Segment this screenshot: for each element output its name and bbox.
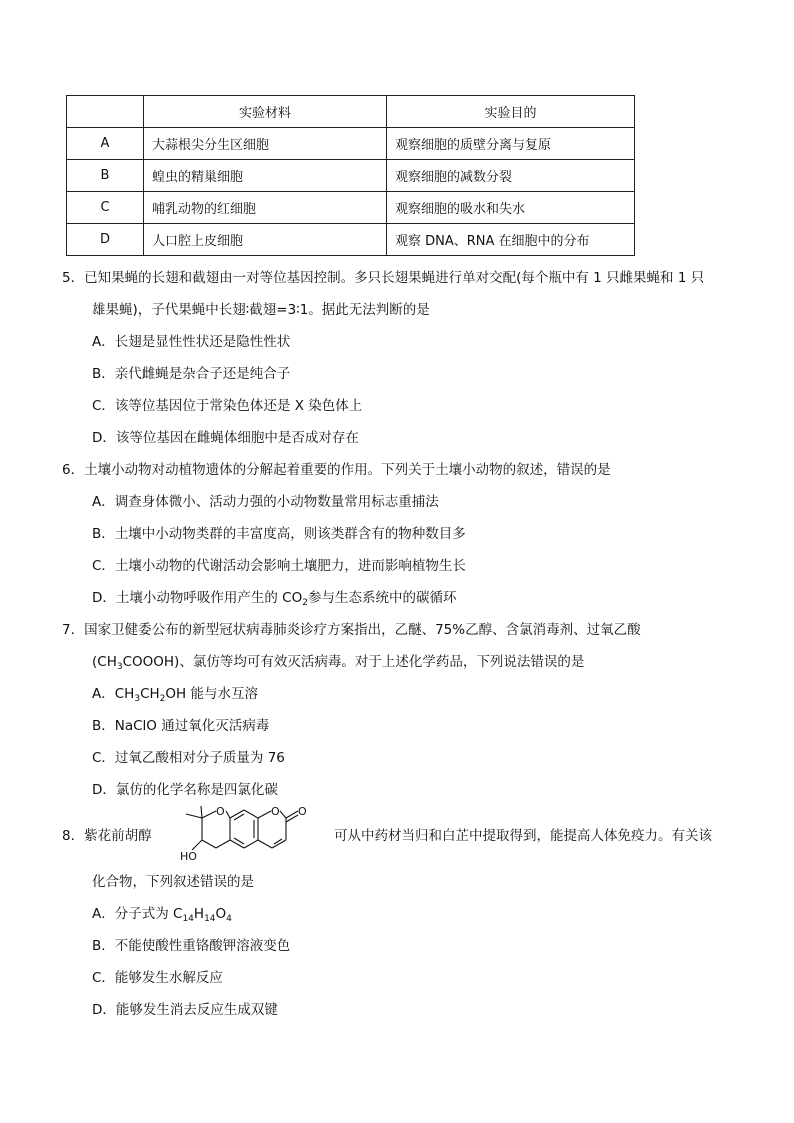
table-header-cell: 实验目的 <box>387 96 635 128</box>
q7-option-d: D．氯仿的化学名称是四氯化碳 <box>92 782 278 798</box>
q6-stem: 6．土壤小动物对动植物遗体的分解起着重要的作用。下列关于土壤小动物的叙述，错误的是 <box>62 462 611 478</box>
q8-a-o: O <box>215 906 227 922</box>
q5-stem-line1: 5．已知果蝇的长翅和截翅由一对等位基因控制。多只长翅果蝇进行单对交配(每个瓶中有 1 只雌果蝇和 1 只 <box>62 270 705 286</box>
mol-lactone-oxygen: O <box>271 806 280 818</box>
q7-a-3: OH 能与水互溶 <box>165 686 258 702</box>
q7-option-a <box>92 682 258 702</box>
q7-formula-a: (CH <box>92 654 117 670</box>
table-row <box>67 224 635 256</box>
q8-a-sub2: 14 <box>204 914 216 924</box>
row-purpose: 观察细胞的吸水和失水 <box>387 192 635 224</box>
row-material: 人口腔上皮细胞 <box>144 224 387 256</box>
q6-d-text: D．土壤小动物呼吸作用产生的 CO <box>92 590 303 606</box>
table-row <box>67 192 635 224</box>
q8-a-h: H <box>193 906 205 922</box>
mol-hydroxyl: HO <box>180 850 197 863</box>
q7-stem-line2 <box>92 650 584 670</box>
q6-option-a: A．调查身体微小、活动力强的小动物数量常用标志重捕法 <box>92 494 439 510</box>
q8-stem-line2: 化合物，下列叙述错误的是 <box>92 874 254 890</box>
q7-stem-line1: 7．国家卫健委公布的新型冠状病毒肺炎诊疗方案指出，乙醚、75%乙醇、含氯消毒剂、过氧乙酸 <box>62 622 641 638</box>
q5-option-d: D．该等位基因在雌蝇体细胞中是否成对存在 <box>92 430 359 446</box>
row-label: B <box>67 160 144 192</box>
q7-a-1: A．CH <box>92 686 135 702</box>
row-label: C <box>67 192 144 224</box>
q6-option-d <box>92 586 456 606</box>
q6-d-sub: 2 <box>302 598 308 608</box>
row-material: 哺乳动物的红细胞 <box>144 192 387 224</box>
q7-a-sub2: 2 <box>159 694 166 704</box>
row-label: A <box>67 128 144 160</box>
q8-a-pre: A．分子式为 C <box>92 906 183 922</box>
q5-option-a: A．长翅是显性性状还是隐性性状 <box>92 334 291 350</box>
q8-option-a <box>92 902 232 922</box>
row-label: D <box>67 224 144 256</box>
table-header-cell: 实验材料 <box>144 96 387 128</box>
q6-d-text-end: 参与生态系统中的碳循环 <box>307 590 457 606</box>
q7-formula-sub: 3 <box>116 662 123 672</box>
experiment-table <box>66 95 635 256</box>
q7-a-sub1: 3 <box>134 694 141 704</box>
mol-ring-oxygen: O <box>216 806 225 818</box>
q8-a-sub1: 14 <box>182 914 194 924</box>
q8-option-c: C．能够发生水解反应 <box>92 970 223 986</box>
table-header-row <box>67 96 635 128</box>
q8-a-sub3: 4 <box>226 914 232 924</box>
table-header-cell <box>67 96 144 128</box>
table-row <box>67 128 635 160</box>
molecule-structure-diagram <box>180 806 336 866</box>
q8-option-d: D．能够发生消去反应生成双键 <box>92 1002 278 1018</box>
q7-stem-rest: COOOH)、氯仿等均可有效灭活病毒。对于上述化学药品，下列说法错误的是 <box>122 654 585 670</box>
q6-option-c: C．土壤小动物的代谢活动会影响土壤肥力，进而影响植物生长 <box>92 558 466 574</box>
q6-option-b: B．土壤中小动物类群的丰富度高，则该类群含有的物种数目多 <box>92 526 466 542</box>
row-purpose: 观察细胞的减数分裂 <box>387 160 635 192</box>
q7-option-c: C．过氧乙酸相对分子质量为 76 <box>92 750 285 766</box>
q8-option-b: B．不能使酸性重铬酸钾溶液变色 <box>92 938 291 954</box>
q5-stem-line2: 雄果蝇)，子代果蝇中长翅∶截翅=3∶1。据此无法判断的是 <box>92 302 430 318</box>
q5-option-b: B．亲代雌蝇是杂合子还是纯合子 <box>92 366 291 382</box>
table-row <box>67 160 635 192</box>
row-material: 大蒜根尖分生区细胞 <box>144 128 387 160</box>
mol-carbonyl-oxygen: O <box>298 806 307 818</box>
row-material: 蝗虫的精巢细胞 <box>144 160 387 192</box>
row-purpose: 观察 DNA、RNA 在细胞中的分布 <box>387 224 635 256</box>
q5-option-c: C．该等位基因位于常染色体还是 X 染色体上 <box>92 398 363 414</box>
q8-stem-pre: 8．紫花前胡醇 <box>62 828 152 844</box>
q7-a-2: CH <box>140 686 160 702</box>
q8-stem-post: 可从中药材当归和白芷中提取得到，能提高人体免疫力。有关该 <box>334 828 712 844</box>
q7-option-b: B．NaClO 通过氧化灭活病毒 <box>92 718 270 734</box>
row-purpose: 观察细胞的质壁分离与复原 <box>387 128 635 160</box>
